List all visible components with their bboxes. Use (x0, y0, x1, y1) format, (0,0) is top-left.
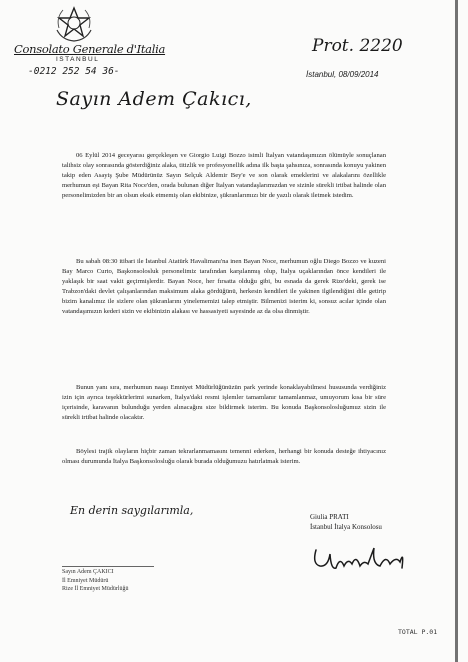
consulate-name: Consolato Generale d'Italia (14, 42, 166, 56)
signer-name: Giulia PRATI (310, 513, 349, 521)
recipient-line: Sayın Adem ÇAKICI (62, 569, 114, 575)
body-paragraph: Bunun yanı sıra, merhumun naaşı Emniyet Müdürlüğünüzün park yerinde konaklayabilmesi hususunda verdiğiniz izin için ayrıca teşekkürlerimi sunarken, İtalya'daki resmi işlemler tamamlanır tamamlanmaz, umuyorum kısa bir süre içerisinde, karavanın bulunduğu yerden alınacağını size bildirmek isterim. Bu konuda Başkonsolosluğumuz sizin ile sürekli irtibat halinde olacaktır. (62, 383, 386, 421)
recipient-line: Rize İl Emniyet Müdürlüğü (62, 586, 129, 592)
recipient-block (62, 568, 129, 594)
handwritten-phone: -0212 252 54 36- (28, 66, 120, 77)
signer-block (310, 512, 382, 532)
recipient-rule (62, 566, 154, 567)
scan-edge-shadow (455, 0, 458, 662)
recipient-line: İl Emniyet Müdürü (62, 577, 109, 584)
consulate-city: ISTANBUL (56, 56, 100, 63)
body-paragraph: Böylesi trajik olayların hiçbir zaman tekrarlanmamasını temenni ederken, herhangi bir konuda desteğe ihtiyacınız olması durumunda İtalya Başkonsolosluğu olarak burada olduğumuzu hatırlatmak isterim. (62, 447, 386, 465)
italian-emblem-icon (54, 4, 94, 42)
body-paragraph: Bu sabah 08:30 itibari ile İstanbul Atatürk Havalimanı'na inen Bayan Noce, merhumun oğlu Diego Bozzo ve kuzeni Bay Marco Curto, Başkonsolosluk personelimiz tarafından karşılanmış olup, İtalya uçaklarından önce kendileri ile yaklaşık bir saat vakit geçirmişlerdir. Bayan Noce, her fırsatta olduğu gibi, bu esnada da gerek Rize'deki, gerek ise Trabzon'daki devlet çalışanlarından maksimum alaka gördüğünü, herkesin kendileri ile yakinen ilgilendiğini dile getirip bizim kanalımız ile sizlere olan şükranlarını yinelememizi talep etmiştir. Bilmenizi isterim ki, sonsuz acılar içinde olan vatandaşımızın kederi sizin ve ekibinizin alakası ve hassasiyeti sayesinde az da olsa dinmiştir. (62, 257, 386, 316)
signature (310, 540, 410, 576)
handwritten-closing: En derin saygılarımla, (70, 504, 194, 517)
protocol-number: Prot. 2220 (312, 36, 403, 56)
salutation: Sayın Adem Çakıcı, (56, 88, 252, 110)
fax-page-total: TOTAL P.01 (398, 628, 438, 636)
letter-date: İstanbul, 08/09/2014 (306, 70, 379, 79)
signer-title: İstanbul İtalya Konsolosu (310, 523, 382, 531)
body-paragraph: 06 Eylül 2014 geceyarısı gerçekleşen ve Giorgio Luigi Bozzo isimli İtalyan vatandaşımızın ölümüyle sonuçlanan talihsiz olay sonrasında gösterdiğiniz alaka, titizlik ve profesyonellik adına ilk başta şahsınıza, sonrasında konuyu yakinen takip eden Asayiş Şube Müdürünüz Sayın Selçuk Aldemir Bey'e ve son olarak emeklerini ve alakalarını özellikle merhumun eşi Bayan Rita Noce'den, orada bulunan diğer İtalyan vatandaşlarımızdan ve sizinle sürekli irtibat halinde olan personelimizden bir an olsun eksik etmemiş olan ekibinize, şükranlarımızı bir de yazılı olarak iletmek istedim. (62, 151, 386, 199)
